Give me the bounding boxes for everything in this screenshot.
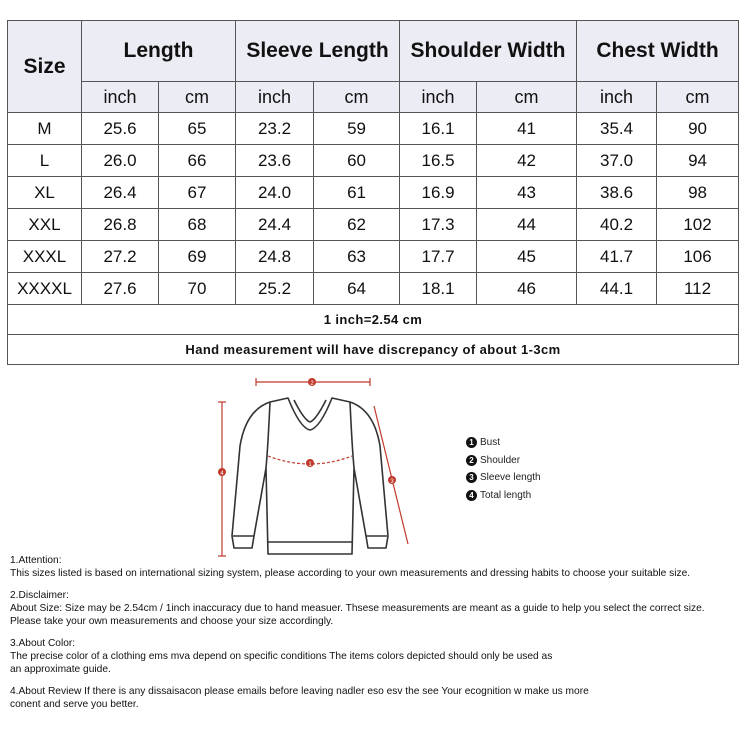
table-cell: 24.8	[236, 241, 314, 273]
measurement-markers	[218, 378, 396, 485]
legend-item	[466, 452, 541, 470]
table-cell: 43	[477, 177, 577, 209]
unit-header: cm	[477, 82, 577, 113]
table-cell: 23.6	[236, 145, 314, 177]
legend-item	[466, 434, 541, 452]
unit-header: cm	[159, 82, 236, 113]
size-label: L	[8, 145, 82, 177]
table-cell: 44	[477, 209, 577, 241]
legend-number: 3	[466, 472, 477, 483]
table-cell: 16.5	[400, 145, 477, 177]
legend-number: 1	[466, 437, 477, 448]
chest-width-header: Chest Width	[577, 21, 739, 82]
size-header: Size	[8, 21, 82, 113]
review-text: 4.About Review If there is any dissaisacon please emails before leaving nadler eso esv the see Your ecognition w make us more	[10, 686, 589, 697]
table-cell: 41.7	[577, 241, 657, 273]
diagram-legend	[466, 434, 541, 504]
legend-label: Sleeve length	[480, 472, 541, 484]
table-cell: 26.8	[82, 209, 159, 241]
table-row	[8, 145, 739, 177]
table-cell: 24.0	[236, 177, 314, 209]
table-cell: 26.0	[82, 145, 159, 177]
legend-item	[466, 469, 541, 487]
notes-section	[10, 554, 745, 711]
attention-title: 1.Attention:	[10, 555, 62, 566]
table-cell: 35.4	[577, 113, 657, 145]
color-text: an approximate guide.	[10, 664, 111, 675]
attention-text: This sizes listed is based on international sizing system, please according to your own measurements and dressing habits to choose your suitable size.	[10, 568, 691, 579]
table-cell: 18.1	[400, 273, 477, 305]
legend-item	[466, 487, 541, 505]
table-cell: 37.0	[577, 145, 657, 177]
shoulder-marker-label: 2	[310, 381, 314, 387]
size-label: XXL	[8, 209, 82, 241]
table-cell: 102	[657, 209, 739, 241]
table-cell: 66	[159, 145, 236, 177]
disclaimer-text: About Size: Size may be 2.54cm / 1inch inaccuracy due to hand measuer. Thsese measurements are meant as a guide to help you select the correct size.	[10, 603, 705, 614]
unit-header: inch	[82, 82, 159, 113]
table-cell: 67	[159, 177, 236, 209]
table-cell: 60	[314, 145, 400, 177]
legend-label: Total length	[480, 489, 532, 501]
table-row	[8, 113, 739, 145]
bust-marker-label: 1	[308, 462, 312, 468]
color-text: The precise color of a clothing ems mva depend on specific conditions The items colors depicted should only be used as	[10, 651, 553, 662]
color-title: 3.About Color:	[10, 638, 76, 649]
table-cell: 42	[477, 145, 577, 177]
table-cell: 65	[159, 113, 236, 145]
unit-header: cm	[657, 82, 739, 113]
review-text: conent and serve you better.	[10, 699, 139, 710]
table-cell: 90	[657, 113, 739, 145]
table-cell: 25.6	[82, 113, 159, 145]
table-cell: 40.2	[577, 209, 657, 241]
disclaimer-text: Please take your own measurements and choose your size accordingly.	[10, 616, 334, 627]
table-cell: 94	[657, 145, 739, 177]
table-cell: 45	[477, 241, 577, 273]
legend-number: 4	[466, 490, 477, 501]
size-label: M	[8, 113, 82, 145]
shoulder-width-header: Shoulder Width	[400, 21, 577, 82]
table-row	[8, 273, 739, 305]
table-cell: 46	[477, 273, 577, 305]
unit-header: inch	[400, 82, 477, 113]
legend-number: 2	[466, 455, 477, 466]
sweater-measurement-illustration	[210, 376, 410, 566]
table-cell: 64	[314, 273, 400, 305]
size-label: XL	[8, 177, 82, 209]
unit-header: inch	[236, 82, 314, 113]
table-cell: 44.1	[577, 273, 657, 305]
table-cell: 38.6	[577, 177, 657, 209]
legend-label: Shoulder	[480, 454, 521, 466]
table-cell: 16.9	[400, 177, 477, 209]
table-cell: 106	[657, 241, 739, 273]
table-cell: 27.2	[82, 241, 159, 273]
size-chart-table	[7, 20, 739, 365]
table-cell: 59	[314, 113, 400, 145]
sweater-diagram	[210, 376, 410, 566]
table-cell: 112	[657, 273, 739, 305]
table-row	[8, 241, 739, 273]
table-cell: 70	[159, 273, 236, 305]
disclaimer-title: 2.Disclaimer:	[10, 590, 69, 601]
length-marker-label: 4	[220, 471, 224, 477]
table-cell: 17.3	[400, 209, 477, 241]
table-cell: 63	[314, 241, 400, 273]
table-row	[8, 177, 739, 209]
size-label: XXXXL	[8, 273, 82, 305]
size-label: XXXL	[8, 241, 82, 273]
table-cell: 62	[314, 209, 400, 241]
unit-header: cm	[314, 82, 400, 113]
table-cell: 24.4	[236, 209, 314, 241]
table-cell: 68	[159, 209, 236, 241]
table-cell: 26.4	[82, 177, 159, 209]
table-row	[8, 209, 739, 241]
sleeve-length-header: Sleeve Length	[236, 21, 400, 82]
table-cell: 69	[159, 241, 236, 273]
sleeve-marker-label: 3	[390, 479, 394, 485]
table-cell: 27.6	[82, 273, 159, 305]
length-header: Length	[82, 21, 236, 82]
table-cell: 25.2	[236, 273, 314, 305]
sweater-outline	[232, 398, 388, 554]
legend-label: Bust	[480, 437, 501, 449]
table-cell: 61	[314, 177, 400, 209]
measurement-lines	[218, 378, 408, 556]
table-cell: 98	[657, 177, 739, 209]
table-cell: 17.7	[400, 241, 477, 273]
table-cell: 41	[477, 113, 577, 145]
unit-conversion-note: 1 inch=2.54 cm	[8, 305, 739, 335]
table-cell: 16.1	[400, 113, 477, 145]
unit-header: inch	[577, 82, 657, 113]
table-cell: 23.2	[236, 113, 314, 145]
measurement-discrepancy-note: Hand measurement will have discrepancy of about 1-3cm	[8, 335, 739, 365]
